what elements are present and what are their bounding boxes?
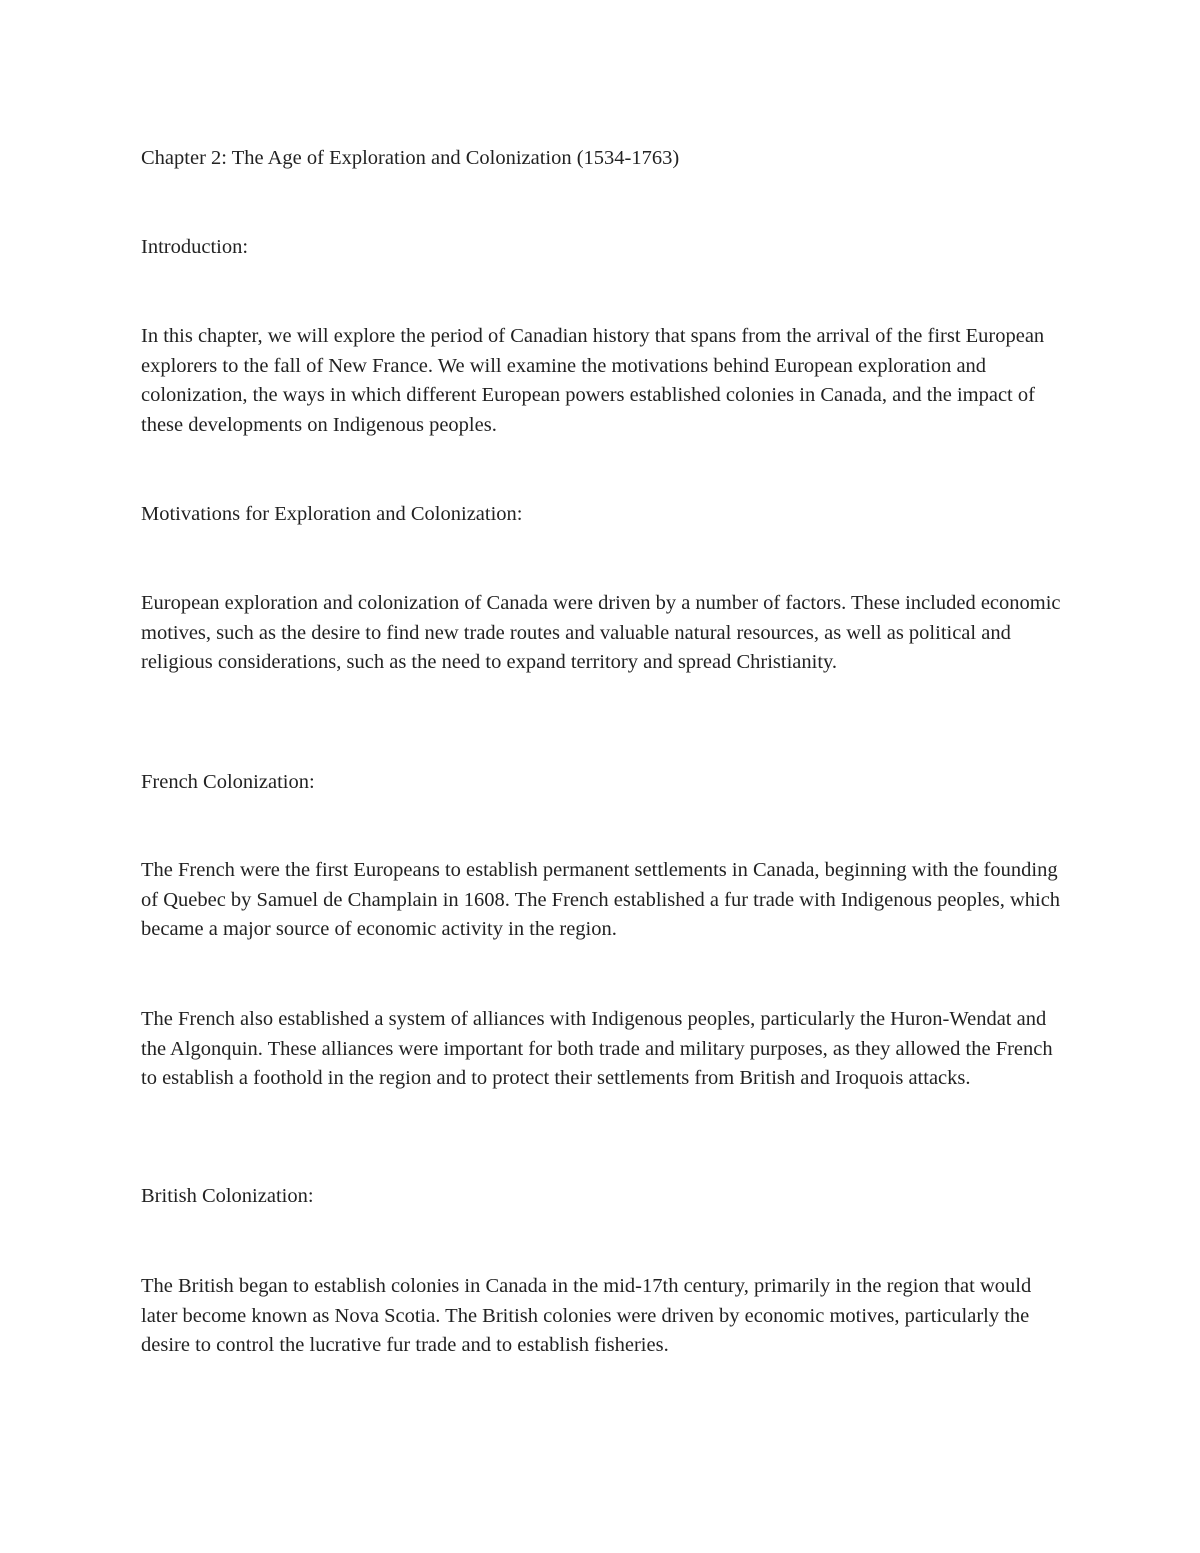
section-heading-british-colonization: British Colonization: <box>141 1185 314 1207</box>
french-colonization-paragraph-1: The French were the first Europeans to establish permanent settlements in Canada, beginning with the founding of Quebec by Samuel de Champlain in 1608. The French established a fur trade with Indigenous peoples, which became a major source of economic activity in the region. <box>141 859 1061 940</box>
british-colonization-paragraph: The British began to establish colonies in Canada in the mid-17th century, primarily in the region that would later become known as Nova Scotia. The British colonies were driven by economic motives, particularly the desire to control the lucrative fur trade and to establish fisheries. <box>141 1275 1032 1356</box>
french-colonization-paragraph-2: The French also established a system of alliances with Indigenous peoples, particularly the Huron-Wendat and the Algonquin. These alliances were important for both trade and military purposes, as they allowed the French to establish a foothold in the region and to protect their settlements from British and Iroquois attacks. <box>141 1008 1053 1089</box>
section-heading-french-colonization: French Colonization: <box>141 771 315 793</box>
section-heading-introduction: Introduction: <box>141 236 249 258</box>
chapter-title: Chapter 2: The Age of Exploration and Colonization (1534-1763) <box>141 147 680 169</box>
introduction-paragraph: In this chapter, we will explore the period of Canadian history that spans from the arrival of the first European explorers to the fall of New France. We will examine the motivations behind European exploration and colonization, the ways in which different European powers established colonies in Canada, and the impact of these developments on Indigenous peoples. <box>141 325 1045 436</box>
motivations-paragraph: European exploration and colonization of Canada were driven by a number of factors. These included economic motives, such as the desire to find new trade routes and valuable natural resources, as well as political and religious considerations, such as the need to expand territory and spread Christianity. <box>141 592 1061 673</box>
section-heading-motivations: Motivations for Exploration and Colonization: <box>141 503 523 525</box>
